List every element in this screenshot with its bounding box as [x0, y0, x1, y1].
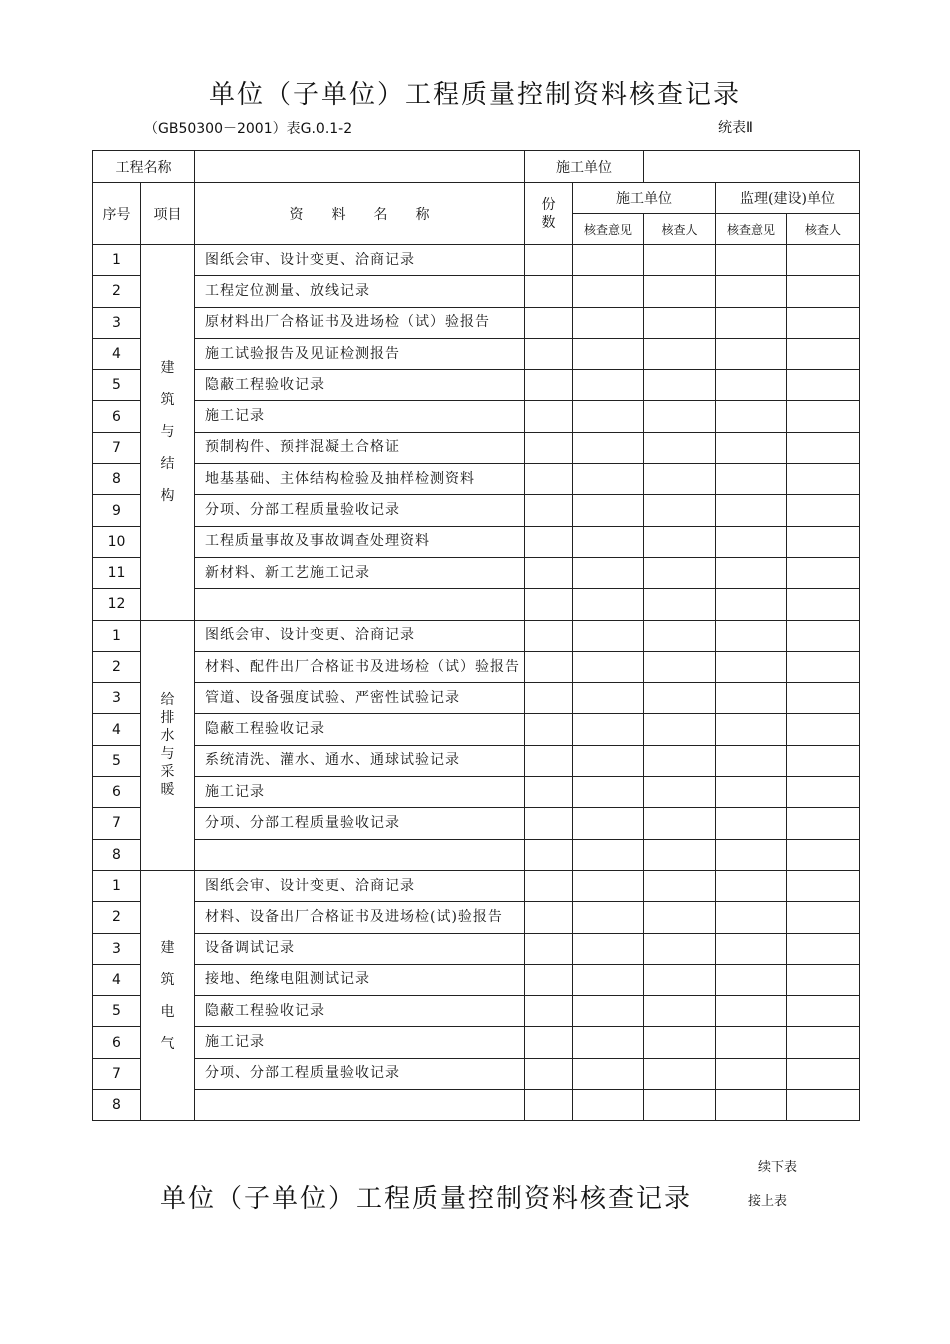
category-char: 采 — [160, 764, 175, 781]
supervision-checker-cell[interactable] — [787, 276, 860, 307]
construction-opinion-cell[interactable] — [573, 338, 644, 369]
material-name: 材料、设备出厂合格证书及进场检(试)验报告 — [195, 902, 525, 933]
construction-opinion-cell[interactable] — [573, 996, 644, 1027]
material-name — [195, 839, 525, 870]
material-name — [195, 1090, 525, 1121]
construction-unit-label: 施工单位 — [525, 151, 644, 183]
row-number: 7 — [93, 1058, 141, 1089]
supervision-opinion-cell[interactable] — [716, 964, 787, 995]
construction-checker-cell[interactable] — [644, 245, 716, 276]
group-supervision-header: 监理(建设)单位 — [716, 183, 860, 214]
category-char: 气 — [160, 1035, 175, 1052]
supervision-checker-cell[interactable] — [787, 526, 860, 557]
table-row — [93, 651, 860, 682]
construction-unit-field[interactable] — [644, 151, 860, 183]
next-page-title: 单位（子单位）工程质量控制资料核查记录 — [160, 1184, 693, 1214]
standard-code: （GB50300－2001）表G.0.1-2 — [144, 121, 353, 137]
project-name-label: 工程名称 — [93, 151, 195, 183]
category-char: 水 — [160, 728, 175, 745]
table-row — [93, 401, 860, 432]
supervision-checker-cell[interactable] — [787, 557, 860, 588]
row-number: 1 — [93, 620, 141, 651]
row-number: 2 — [93, 276, 141, 307]
table-row — [93, 276, 860, 307]
copies-cell[interactable] — [525, 1027, 573, 1058]
page-title: 单位（子单位）工程质量控制资料核查记录 — [208, 80, 741, 110]
construction-opinion-cell[interactable] — [573, 245, 644, 276]
supervision-opinion-cell[interactable] — [716, 996, 787, 1027]
table-row — [93, 870, 860, 901]
material-name: 新材料、新工艺施工记录 — [195, 557, 525, 588]
copies-cell[interactable] — [525, 338, 573, 369]
construction-opinion-cell[interactable] — [573, 589, 644, 620]
construction-checker-cell[interactable] — [644, 683, 716, 714]
col-copies-header — [525, 183, 573, 245]
supervision-opinion-cell[interactable] — [716, 464, 787, 495]
copies-cell[interactable] — [525, 933, 573, 964]
construction-opinion-cell[interactable] — [573, 964, 644, 995]
row-number: 6 — [93, 1027, 141, 1058]
supervision-opinion-cell[interactable] — [716, 432, 787, 463]
material-name: 预制构件、预拌混凝土合格证 — [195, 432, 525, 463]
form-code: 统表Ⅱ — [718, 120, 753, 136]
material-name: 原材料出厂合格证书及进场检（试）验报告 — [195, 307, 525, 338]
construction-opinion-cell[interactable] — [573, 495, 644, 526]
row-number: 9 — [93, 495, 141, 526]
supervision-opinion-cell[interactable] — [716, 777, 787, 808]
table-row — [93, 839, 860, 870]
copies-cell[interactable] — [525, 245, 573, 276]
supervision-checker-cell[interactable] — [787, 1090, 860, 1121]
construction-checker-cell[interactable] — [644, 745, 716, 776]
category-char: 筑 — [160, 392, 175, 409]
row-number: 3 — [93, 307, 141, 338]
construction-opinion-cell[interactable] — [573, 370, 644, 401]
material-name: 图纸会审、设计变更、洽商记录 — [195, 870, 525, 901]
construction-opinion-cell[interactable] — [573, 1027, 644, 1058]
copies-cell[interactable] — [525, 1058, 573, 1089]
row-number: 7 — [93, 808, 141, 839]
material-name: 隐蔽工程验收记录 — [195, 714, 525, 745]
material-name: 施工记录 — [195, 777, 525, 808]
supervision-checker-cell[interactable] — [787, 902, 860, 933]
material-name: 隐蔽工程验收记录 — [195, 370, 525, 401]
row-number: 2 — [93, 902, 141, 933]
supervision-checker-cell[interactable] — [787, 683, 860, 714]
material-name: 设备调试记录 — [195, 933, 525, 964]
copies-cell[interactable] — [525, 839, 573, 870]
supervision-opinion-cell[interactable] — [716, 276, 787, 307]
construction-opinion-cell[interactable] — [573, 839, 644, 870]
table-row — [93, 464, 860, 495]
table-row — [93, 338, 860, 369]
category-char: 暖 — [160, 782, 175, 799]
copies-cell[interactable] — [525, 777, 573, 808]
supervision-checker-cell[interactable] — [787, 589, 860, 620]
row-number: 3 — [93, 933, 141, 964]
row-number: 4 — [93, 964, 141, 995]
construction-checker-cell[interactable] — [644, 1027, 716, 1058]
supervision-opinion-cell[interactable] — [716, 589, 787, 620]
supervision-opinion-cell[interactable] — [716, 870, 787, 901]
supervision-opinion-cell[interactable] — [716, 245, 787, 276]
project-name-field[interactable] — [195, 151, 525, 183]
col-opinion-header-1: 核查意见 — [573, 214, 644, 245]
category-char: 与 — [160, 424, 175, 441]
supervision-checker-cell[interactable] — [787, 495, 860, 526]
material-name: 隐蔽工程验收记录 — [195, 996, 525, 1027]
construction-checker-cell[interactable] — [644, 777, 716, 808]
supervision-opinion-cell[interactable] — [716, 495, 787, 526]
construction-checker-cell[interactable] — [644, 432, 716, 463]
copies-cell[interactable] — [525, 1090, 573, 1121]
material-name: 图纸会审、设计变更、洽商记录 — [195, 620, 525, 651]
category-char: 筑 — [160, 971, 175, 988]
supervision-checker-cell[interactable] — [787, 620, 860, 651]
construction-opinion-cell[interactable] — [573, 808, 644, 839]
supervision-checker-cell[interactable] — [787, 933, 860, 964]
table-row — [93, 620, 860, 651]
category-char: 排 — [160, 710, 175, 727]
supervision-opinion-cell[interactable] — [716, 1027, 787, 1058]
construction-opinion-cell[interactable] — [573, 307, 644, 338]
category-cell — [141, 245, 195, 621]
material-name: 施工记录 — [195, 1027, 525, 1058]
col-checker-header-1: 核查人 — [644, 214, 716, 245]
row-number: 4 — [93, 714, 141, 745]
table-row — [93, 777, 860, 808]
material-name: 工程定位测量、放线记录 — [195, 276, 525, 307]
table-row — [93, 557, 860, 588]
category-char: 建 — [160, 939, 175, 956]
table-row — [93, 745, 860, 776]
copies-cell[interactable] — [525, 620, 573, 651]
supervision-checker-cell[interactable] — [787, 714, 860, 745]
category-char: 电 — [160, 1003, 175, 1020]
material-name: 图纸会审、设计变更、洽商记录 — [195, 245, 525, 276]
copies-cell[interactable] — [525, 589, 573, 620]
supervision-opinion-cell[interactable] — [716, 933, 787, 964]
construction-opinion-cell[interactable] — [573, 651, 644, 682]
row-number: 8 — [93, 1090, 141, 1121]
construction-opinion-cell[interactable] — [573, 745, 644, 776]
construction-opinion-cell[interactable] — [573, 557, 644, 588]
row-number: 5 — [93, 996, 141, 1027]
supervision-opinion-cell[interactable] — [716, 307, 787, 338]
material-name: 分项、分部工程质量验收记录 — [195, 808, 525, 839]
construction-checker-cell[interactable] — [644, 495, 716, 526]
construction-opinion-cell[interactable] — [573, 714, 644, 745]
category-label — [141, 691, 194, 799]
construction-checker-cell[interactable] — [644, 1090, 716, 1121]
construction-opinion-cell[interactable] — [573, 401, 644, 432]
supervision-checker-cell[interactable] — [787, 401, 860, 432]
project-info-row — [93, 151, 860, 183]
supervision-opinion-cell[interactable] — [716, 557, 787, 588]
construction-opinion-cell[interactable] — [573, 870, 644, 901]
supervision-opinion-cell[interactable] — [716, 839, 787, 870]
construction-checker-cell[interactable] — [644, 307, 716, 338]
supervision-opinion-cell[interactable] — [716, 714, 787, 745]
construction-checker-cell[interactable] — [644, 620, 716, 651]
table-row — [93, 245, 860, 276]
construction-checker-cell[interactable] — [644, 589, 716, 620]
construction-opinion-cell[interactable] — [573, 683, 644, 714]
col-item-header: 项目 — [141, 183, 195, 245]
table-row — [93, 964, 860, 995]
construction-opinion-cell[interactable] — [573, 526, 644, 557]
copies-cell[interactable] — [525, 495, 573, 526]
supervision-checker-cell[interactable] — [787, 432, 860, 463]
supervision-checker-cell[interactable] — [787, 839, 860, 870]
category-label — [141, 932, 194, 1060]
continued-note: 续下表 — [758, 1160, 798, 1175]
copies-cell[interactable] — [525, 745, 573, 776]
supervision-opinion-cell[interactable] — [716, 1090, 787, 1121]
material-name: 地基基础、主体结构检验及抽样检测资料 — [195, 464, 525, 495]
row-number: 2 — [93, 651, 141, 682]
construction-checker-cell[interactable] — [644, 870, 716, 901]
col-seq-header: 序号 — [93, 183, 141, 245]
supervision-opinion-cell[interactable] — [716, 620, 787, 651]
construction-checker-cell[interactable] — [644, 276, 716, 307]
copies-cell[interactable] — [525, 432, 573, 463]
construction-checker-cell[interactable] — [644, 1058, 716, 1089]
row-number: 5 — [93, 370, 141, 401]
table-row — [93, 495, 860, 526]
copies-cell[interactable] — [525, 526, 573, 557]
supervision-checker-cell[interactable] — [787, 307, 860, 338]
construction-opinion-cell[interactable] — [573, 1090, 644, 1121]
construction-opinion-cell[interactable] — [573, 464, 644, 495]
construction-checker-cell[interactable] — [644, 526, 716, 557]
supervision-opinion-cell[interactable] — [716, 1058, 787, 1089]
header-row-1 — [93, 183, 860, 214]
supervision-opinion-cell[interactable] — [716, 651, 787, 682]
copies-cell[interactable] — [525, 370, 573, 401]
supervision-opinion-cell[interactable] — [716, 808, 787, 839]
construction-checker-cell[interactable] — [644, 808, 716, 839]
supervision-opinion-cell[interactable] — [716, 683, 787, 714]
table-body — [93, 151, 860, 1121]
supervision-checker-cell[interactable] — [787, 777, 860, 808]
copies-cell[interactable] — [525, 651, 573, 682]
supervision-opinion-cell[interactable] — [716, 338, 787, 369]
construction-checker-cell[interactable] — [644, 338, 716, 369]
supervision-checker-cell[interactable] — [787, 996, 860, 1027]
col-opinion-header-2: 核查意见 — [716, 214, 787, 245]
row-number: 8 — [93, 464, 141, 495]
row-number: 12 — [93, 589, 141, 620]
supervision-checker-cell[interactable] — [787, 870, 860, 901]
table-row — [93, 1090, 860, 1121]
copies-cell[interactable] — [525, 307, 573, 338]
supervision-checker-cell[interactable] — [787, 464, 860, 495]
construction-checker-cell[interactable] — [644, 839, 716, 870]
material-name: 分项、分部工程质量验收记录 — [195, 1058, 525, 1089]
table-row — [93, 1058, 860, 1089]
copies-cell[interactable] — [525, 683, 573, 714]
category-char: 给 — [160, 692, 175, 709]
supervision-checker-cell[interactable] — [787, 245, 860, 276]
material-name: 管道、设备强度试验、严密性试验记录 — [195, 683, 525, 714]
category-cell — [141, 620, 195, 870]
group-construction-header: 施工单位 — [573, 183, 716, 214]
inspection-table — [92, 150, 860, 1121]
table-row — [93, 432, 860, 463]
table-row — [93, 589, 860, 620]
material-name: 系统清洗、灌水、通水、通球试验记录 — [195, 745, 525, 776]
construction-checker-cell[interactable] — [644, 996, 716, 1027]
table-row — [93, 996, 860, 1027]
construction-checker-cell[interactable] — [644, 964, 716, 995]
category-label — [141, 352, 194, 512]
supervision-checker-cell[interactable] — [787, 1027, 860, 1058]
supervision-checker-cell[interactable] — [787, 964, 860, 995]
row-number: 10 — [93, 526, 141, 557]
supervision-opinion-cell[interactable] — [716, 526, 787, 557]
construction-checker-cell[interactable] — [644, 401, 716, 432]
row-number: 6 — [93, 777, 141, 808]
copies-cell[interactable] — [525, 401, 573, 432]
row-number: 4 — [93, 338, 141, 369]
row-number: 5 — [93, 745, 141, 776]
row-number: 8 — [93, 839, 141, 870]
construction-opinion-cell[interactable] — [573, 933, 644, 964]
copies-cell[interactable] — [525, 902, 573, 933]
material-name: 接地、绝缘电阻测试记录 — [195, 964, 525, 995]
construction-checker-cell[interactable] — [644, 651, 716, 682]
table-row — [93, 526, 860, 557]
copies-cell[interactable] — [525, 276, 573, 307]
col-copies-text: 份数 — [541, 196, 556, 231]
supervision-checker-cell[interactable] — [787, 651, 860, 682]
construction-checker-cell[interactable] — [644, 933, 716, 964]
category-char: 与 — [160, 746, 175, 763]
col-material-header: 资 料 名 称 — [195, 183, 525, 245]
construction-opinion-cell[interactable] — [573, 1058, 644, 1089]
table-row — [93, 683, 860, 714]
row-number: 1 — [93, 870, 141, 901]
copies-cell[interactable] — [525, 714, 573, 745]
category-char: 结 — [160, 456, 175, 473]
table-row — [93, 370, 860, 401]
copies-cell[interactable] — [525, 557, 573, 588]
row-number: 6 — [93, 401, 141, 432]
construction-opinion-cell[interactable] — [573, 276, 644, 307]
material-name: 工程质量事故及事故调查处理资料 — [195, 526, 525, 557]
construction-opinion-cell[interactable] — [573, 620, 644, 651]
category-cell — [141, 870, 195, 1120]
row-number: 11 — [93, 557, 141, 588]
material-name: 施工记录 — [195, 401, 525, 432]
row-number: 3 — [93, 683, 141, 714]
construction-checker-cell[interactable] — [644, 714, 716, 745]
material-name: 分项、分部工程质量验收记录 — [195, 495, 525, 526]
material-name: 材料、配件出厂合格证书及进场检（试）验报告 — [195, 651, 525, 682]
row-number: 1 — [93, 245, 141, 276]
previous-note: 接上表 — [748, 1194, 788, 1209]
construction-checker-cell[interactable] — [644, 902, 716, 933]
table-row — [93, 933, 860, 964]
table-row — [93, 1027, 860, 1058]
supervision-checker-cell[interactable] — [787, 370, 860, 401]
construction-opinion-cell[interactable] — [573, 777, 644, 808]
construction-checker-cell[interactable] — [644, 464, 716, 495]
col-checker-header-2: 核查人 — [787, 214, 860, 245]
supervision-checker-cell[interactable] — [787, 808, 860, 839]
construction-checker-cell[interactable] — [644, 557, 716, 588]
supervision-opinion-cell[interactable] — [716, 370, 787, 401]
material-name — [195, 589, 525, 620]
supervision-checker-cell[interactable] — [787, 1058, 860, 1089]
supervision-opinion-cell[interactable] — [716, 745, 787, 776]
table-row — [93, 307, 860, 338]
copies-cell[interactable] — [525, 870, 573, 901]
copies-cell[interactable] — [525, 808, 573, 839]
copies-cell[interactable] — [525, 996, 573, 1027]
row-number: 7 — [93, 432, 141, 463]
category-char: 建 — [160, 360, 175, 377]
supervision-checker-cell[interactable] — [787, 745, 860, 776]
supervision-opinion-cell[interactable] — [716, 401, 787, 432]
construction-opinion-cell[interactable] — [573, 902, 644, 933]
table-row — [93, 902, 860, 933]
copies-cell[interactable] — [525, 464, 573, 495]
material-name: 施工试验报告及见证检测报告 — [195, 338, 525, 369]
supervision-opinion-cell[interactable] — [716, 902, 787, 933]
table-row — [93, 808, 860, 839]
copies-cell[interactable] — [525, 964, 573, 995]
construction-checker-cell[interactable] — [644, 370, 716, 401]
table-row — [93, 714, 860, 745]
construction-opinion-cell[interactable] — [573, 432, 644, 463]
category-char: 构 — [160, 488, 175, 505]
supervision-checker-cell[interactable] — [787, 338, 860, 369]
